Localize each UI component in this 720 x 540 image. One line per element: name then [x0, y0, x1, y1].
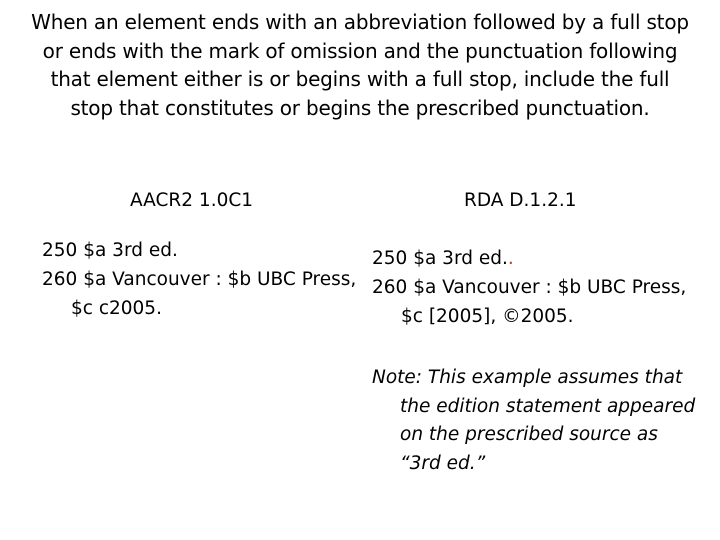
aacr2-heading: AACR2 1.0C1 [130, 190, 254, 211]
rda-field-250-text: 250 $a 3rd ed. [372, 248, 508, 269]
rda-field-260: 260 $a Vancouver : $b UBC Press, $c [2005], ©2005. [372, 277, 687, 327]
rda-heading: RDA D.1.2.1 [464, 190, 577, 211]
rda-field-250-added-full-stop: . [507, 248, 514, 269]
aacr2-field-250: 250 $a 3rd ed. [42, 240, 178, 261]
intro-paragraph: When an element ends with an abbreviation followed by a full stop or ends with the mark of omission and the punctuation following that element either is or begins with a full stop, include the full stop that constitutes or begins the prescribed punctuation. [31, 10, 689, 120]
aacr2-field-260: 260 $a Vancouver : $b UBC Press, $c c2005. [42, 269, 357, 319]
rda-marc-record [372, 244, 692, 331]
aacr2-column [42, 190, 357, 323]
rda-column [372, 190, 696, 478]
rda-field-250 [372, 244, 692, 273]
aacr2-marc-record [42, 236, 357, 323]
rda-note: Note: This example assumes that the edition statement appeared on the prescribed source as “3rd ed.” [372, 367, 696, 474]
